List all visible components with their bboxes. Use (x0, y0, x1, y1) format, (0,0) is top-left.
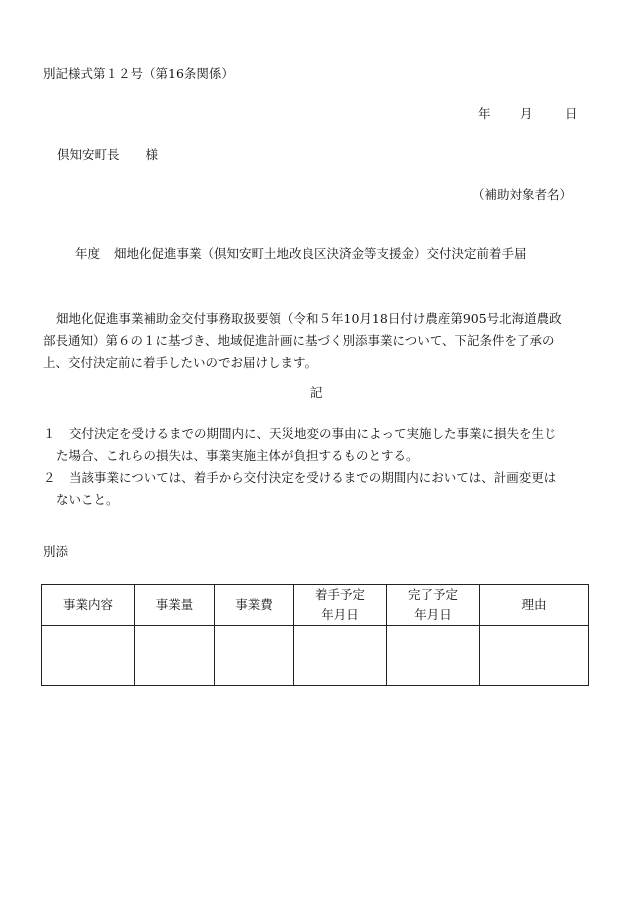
condition-text-continued: ないこと。 (56, 492, 119, 507)
header-completion-date: 完了予定 年月日 (387, 585, 480, 626)
header-business-content: 事業内容 (42, 585, 135, 626)
document-title (75, 248, 527, 261)
header-business-cost: 事業費 (215, 585, 294, 626)
table-header-row (42, 585, 589, 626)
table-row (42, 626, 589, 686)
cell-start-date[interactable] (294, 626, 387, 686)
ki-heading: 記 (310, 385, 323, 400)
intro-line: 畑地化促進事業補助金交付事務取扱要領（令和５年10月18日付け農産第905号北海道農政 (56, 311, 562, 326)
date-day-label: 日 (565, 106, 578, 121)
attachment-table (41, 584, 589, 686)
title-text: 畑地化促進事業（倶知安町土地改良区決済金等支援金）交付決定前着手届 (114, 246, 527, 261)
condition-item (43, 467, 591, 511)
cell-reason[interactable] (480, 626, 589, 686)
condition-text-continued: た場合、これらの損失は、事業実施主体が負担するものとする。 (56, 448, 419, 463)
form-number: 別記様式第１２号（第16条関係） (43, 66, 234, 81)
date-line (478, 108, 578, 121)
condition-number: ２ (43, 470, 56, 485)
addressee-name: 倶知安町長 (57, 147, 120, 162)
condition-number: １ (43, 426, 56, 441)
cell-business-volume[interactable] (135, 626, 215, 686)
header-start-date: 着手予定 年月日 (294, 585, 387, 626)
attachment-label: 別添 (43, 544, 69, 559)
date-year-label: 年 (478, 106, 491, 121)
title-year-word: 年度 (75, 246, 101, 261)
condition-text: 当該事業については、着手から交付決定を受けるまでの期間内においては、計画変更は (69, 470, 557, 485)
condition-text: 交付決定を受けるまでの期間内に、天災地変の事由によって実施した事業に損失を生じ (69, 426, 557, 441)
header-business-volume: 事業量 (135, 585, 215, 626)
intro-line: 上、交付決定前に着手したいのでお届けします。 (43, 355, 318, 370)
cell-business-content[interactable] (42, 626, 135, 686)
addressee (57, 149, 158, 162)
intro-paragraph (43, 308, 591, 374)
conditions-list (43, 423, 591, 511)
condition-item (43, 423, 591, 467)
applicant-name-label: （補助対象者名） (472, 187, 573, 202)
intro-line: 部長通知）第６の１に基づき、地域促進計画に基づく別添事業について、下記条件を了承の (43, 333, 555, 348)
cell-business-cost[interactable] (215, 626, 294, 686)
date-month-label: 月 (520, 106, 533, 121)
addressee-honorific: 様 (145, 147, 159, 162)
header-reason: 理由 (480, 585, 589, 626)
cell-completion-date[interactable] (387, 626, 480, 686)
